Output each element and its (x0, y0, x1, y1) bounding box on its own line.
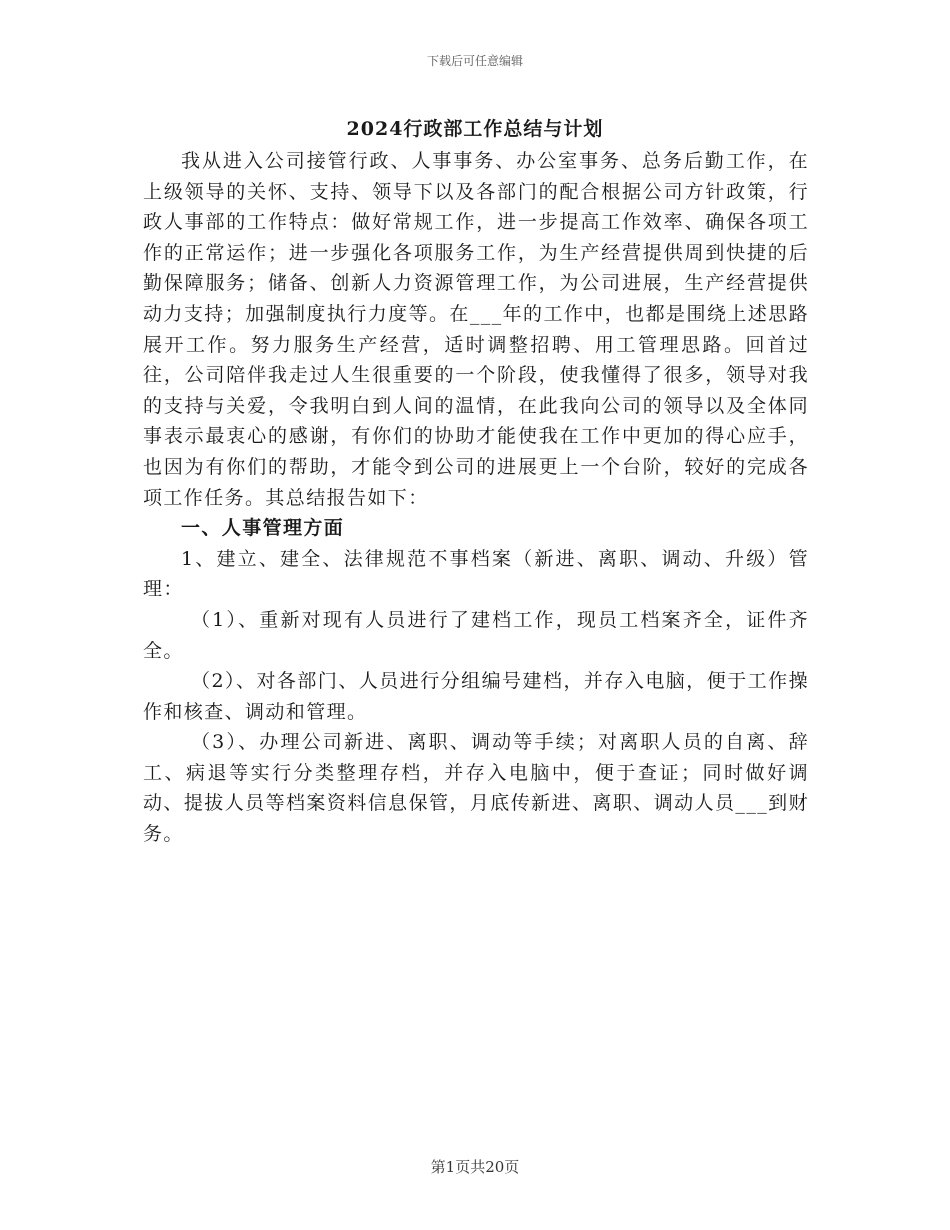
sub-item-3-paragraph: （3）、办理公司新进、离职、调动等手续；对离职人员的自离、辞工、病退等实行分类整理存档，并存入电脑中，便于查证；同时做好调动、提拔人员等档案资料信息保管，月底传新进、离职、调动人员___到财务。 (143, 731, 809, 846)
section-heading-personnel: 一、人事管理方面 (181, 517, 345, 540)
intro-paragraph: 我从进入公司接管行政、人事事务、办公室事务、总务后勤工作，在上级领导的关怀、支持、领导下以及各部门的配合根据公司方针政策，行政人事部的工作特点：做好常规工作，进一步提高工作效率、确保各项工作的正常运作；进一步强化各项服务工作，为生产经营提供周到快捷的后勤保障服务；储备、创新人力资源管理工作，为公司进展，生产经营提供动力支持；加强制度执行力度等。在___年的工作中，也都是围绕上述思路展开工作。努力服务生产经营，适时调整招聘、用工管理思路。回首过往，公司陪伴我走过人生很重要的一个阶段，使我懂得了很多，领导对我的支持与关爱，令我明白到人间的温情，在此我向公司的领导以及全体同事表示最衷心的感谢，有你们的协助才能使我在工作中更加的得心应手，也因为有你们的帮助，才能令到公司的进展更上一个台阶，较好的完成各项工作任务。其总结报告如下： (143, 150, 809, 509)
document-title: 2024行政部工作总结与计划 (346, 118, 604, 140)
document-body (143, 146, 809, 850)
sub-item-2-paragraph: （2）、对各部门、人员进行分组编号建档，并存入电脑，便于工作操作和核查、调动和管理。 (143, 670, 809, 723)
page-number-footer: 第1页共20页 (430, 1158, 520, 1176)
sub-item-1-paragraph: （1）、重新对现有人员进行了建档工作，现员工档案齐全，证件齐全。 (143, 608, 809, 662)
item-1-paragraph: 1、建立、建全、法律规范不事档案（新进、离职、调动、升级）管理： (143, 547, 809, 601)
download-note: 下载后可任意编辑 (426, 54, 523, 68)
